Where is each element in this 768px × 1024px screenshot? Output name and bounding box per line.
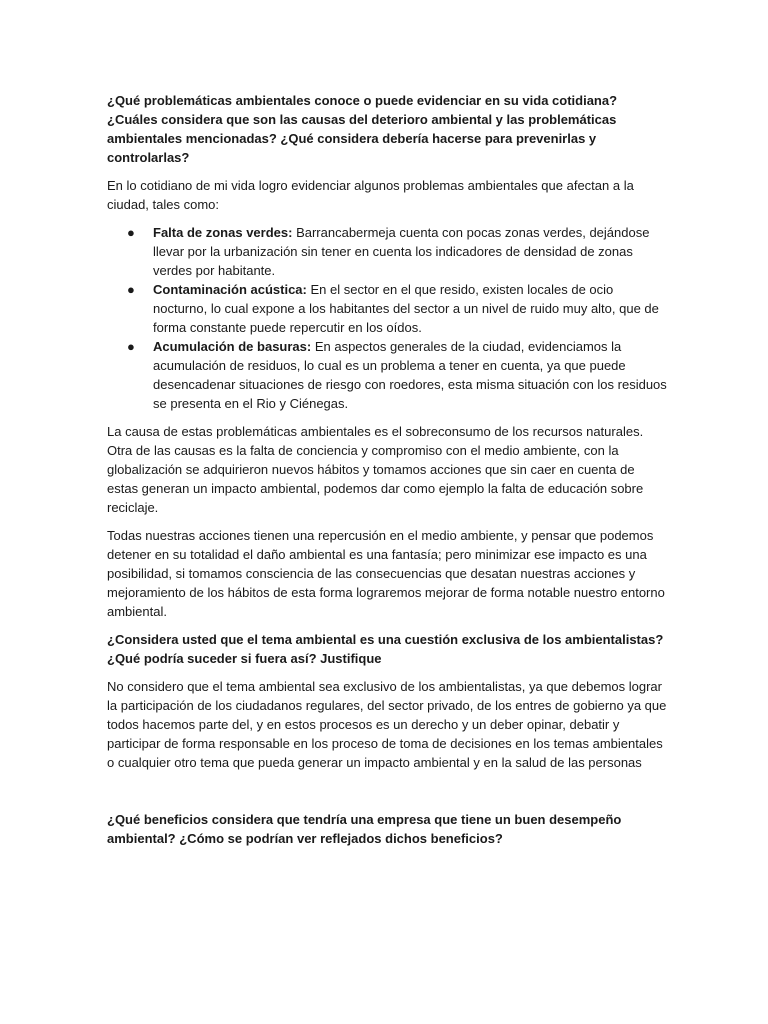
- list-item-term: Contaminación acústica:: [153, 282, 307, 297]
- document-page: [107, 91, 667, 857]
- bullet-list: [107, 223, 667, 413]
- spacer: [107, 781, 667, 810]
- bullet-icon: ●: [127, 282, 135, 297]
- question-3: ¿Qué beneficios considera que tendría una empresa que tiene un buen desempeño ambiental? ¿Cómo se podrían ver reflejados dichos beneficios?: [107, 812, 622, 846]
- paragraph-actions: Todas nuestras acciones tienen una repercusión en el medio ambiente, y pensar que podemos detener en su totalidad el daño ambiental es una fantasía; pero minimizar ese impacto es una posibilidad, si tomamos consciencia de las consecuencias que desatan nuestras acciones y mejoramiento de los hábitos de esta forma lograremos mejorar de forma notable nuestro entorno ambiental.: [107, 528, 665, 619]
- list-item-term: Falta de zonas verdes:: [153, 225, 293, 240]
- list-item-term: Acumulación de basuras:: [153, 339, 312, 354]
- list-item-text: En aspectos generales de la ciudad, evidenciamos la acumulación de residuos, lo cual es un problema a tener en cuenta, ya que puede desencadenar situaciones de riesgo con roedores, esta misma situación con los residuos se presenta en el Rio y Ciénegas.: [153, 339, 667, 411]
- question-1: ¿Qué problemáticas ambientales conoce o puede evidenciar en su vida cotidiana? ¿Cuáles considera que son las causas del deterioro ambiental y las problemáticas ambientales mencionadas? ¿Qué considera debería hacerse para prevenirlas y controlarlas?: [107, 93, 618, 165]
- list-item: [127, 337, 667, 413]
- bullet-icon: ●: [127, 339, 135, 354]
- list-item-text: Barrancabermeja cuenta con pocas zonas verdes, dejándose llevar por la urbanización sin tener en cuenta los indicadores de densidad de zonas verdes por habitante.: [153, 225, 650, 278]
- question-2: ¿Considera usted que el tema ambiental es una cuestión exclusiva de los ambientalistas? ¿Qué podría suceder si fuera así? Justifique: [107, 632, 664, 666]
- paragraph-answer-2: No considero que el tema ambiental sea exclusivo de los ambientalistas, ya que debemos lograr la participación de los ciudadanos regulares, del sector privado, de los entres de gobierno ya que todos hacemos parte del, y en estos procesos es un derecho y un deber opinar, debatir y participar de forma responsable en los proceso de toma de decisiones en los temas ambientales o cualquier otro tema que pueda generar un impacto ambiental y en la salud de las personas: [107, 679, 667, 770]
- paragraph-intro: En lo cotidiano de mi vida logro evidenciar algunos problemas ambientales que afectan a la ciudad, tales como:: [107, 178, 634, 212]
- list-item-text: En el sector en el que resido, existen locales de ocio nocturno, lo cual expone a los habitantes del sector a un nivel de ruido muy alto, que de forma constante puede repercutir en los oídos.: [153, 282, 659, 335]
- paragraph-causes: La causa de estas problemáticas ambientales es el sobreconsumo de los recursos naturales. Otra de las causas es la falta de conciencia y compromiso con el medio ambiente, con la globalización se adquirieron nuevos hábitos y tomamos acciones que sin caer en cuenta de estas generan un impacto ambiental, podemos dar como ejemplo la falta de educación sobre reciclaje.: [107, 424, 644, 515]
- bullet-icon: ●: [127, 225, 135, 240]
- list-item: [127, 223, 667, 280]
- list-item: [127, 280, 667, 337]
